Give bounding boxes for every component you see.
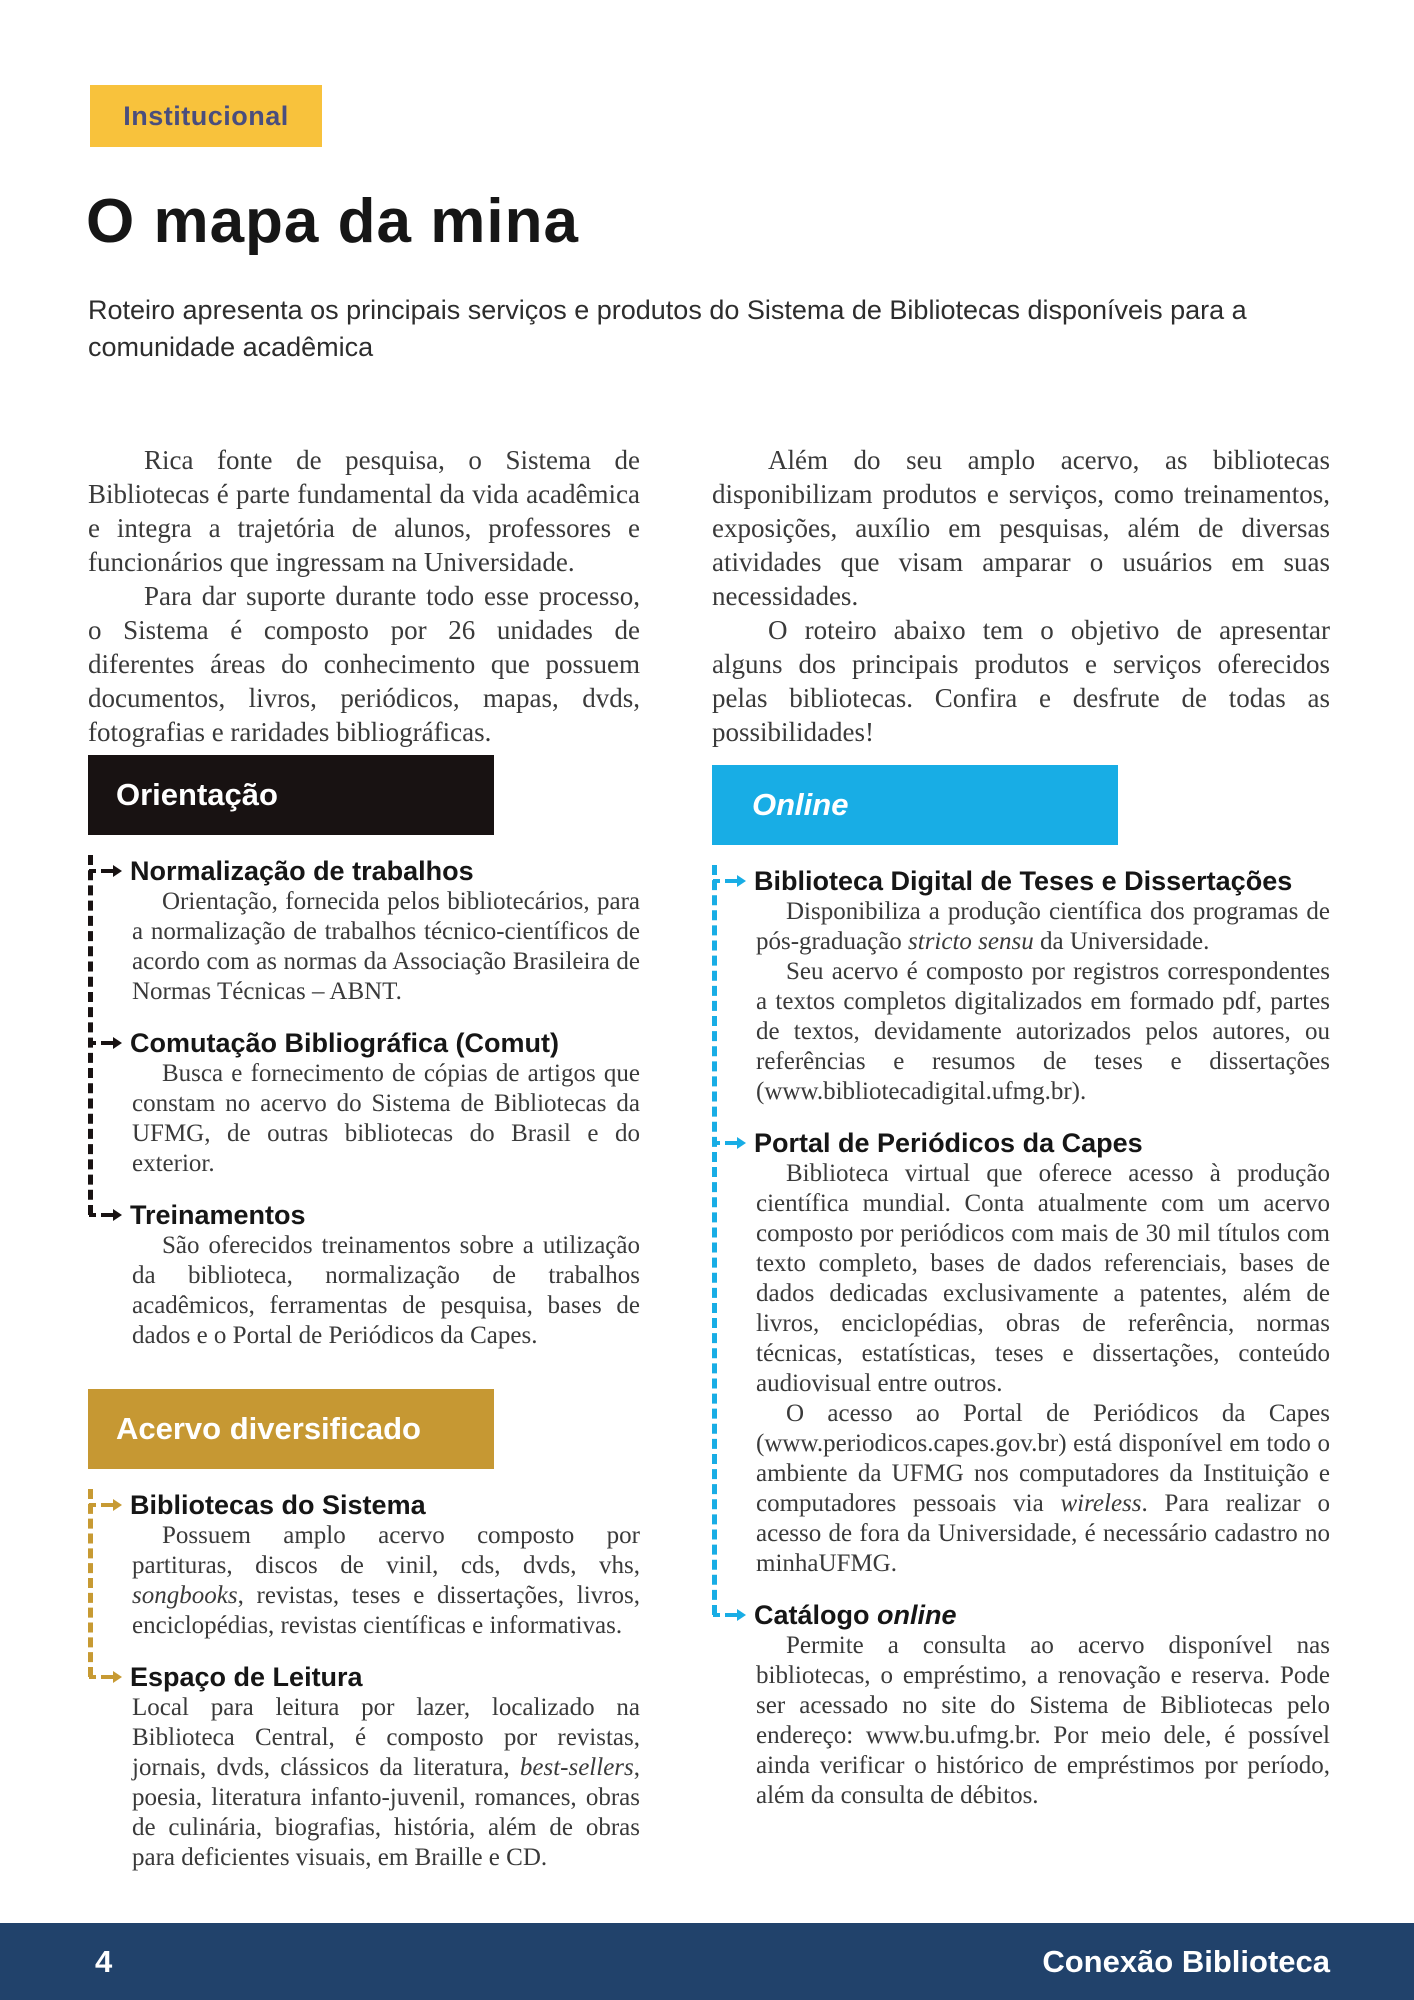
arrow-icon (88, 1207, 122, 1223)
service-description: Busca e fornecimento de cópias de artigos que constam no acervo do Sistema de Bibliotecas da UFMG, de outras bibliotecas do Brasil e do exterior. (132, 1060, 640, 1177)
service-description: Permite a consulta ao acervo disponível nas bibliotecas, o empréstimo, a renovação e reserva. Pode ser acessado no site do Sistema de Bibliotecas pelo endereço: www.bu.ufmg.br. Por meio dele, é possível ainda verificar o histórico de empréstimos por período, além da consulta de débitos. (756, 1632, 1330, 1809)
section-header-acervo: Acervo diversificado (88, 1389, 494, 1469)
service-title: Espaço de Leitura (130, 1662, 363, 1692)
service-title: Bibliotecas do Sistema (130, 1490, 426, 1520)
intro-paragraph: O roteiro abaixo tem o objetivo de apresentar alguns dos principais produtos e serviços oferecidos pelas bibliotecas. Confira e desfrute de todas as possibilidades! (712, 615, 1330, 747)
section-acervo-diversificado (88, 1389, 640, 1873)
section-header-online: Online (712, 765, 1118, 845)
service-description: Orientação, fornecida pelos bibliotecários, para a normalização de trabalhos técnico-científicos de acordo com as normas da Associação Brasileira de Normas Técnicas – ABNT. (132, 888, 640, 1005)
page-number: 4 (95, 1943, 113, 1979)
section-orientacao (88, 755, 640, 1351)
service-item (756, 1127, 1330, 1579)
dashed-line (88, 855, 93, 1215)
service-description: Local para leitura por lazer, localizado na Biblioteca Central, é composto por revistas, jornais, dvds, clássicos da literatura, best-sellers, poesia, literatura infanto-juvenil, romances, obras de culinária, biografias, história, além de obras para deficientes visuais, em Braille e CD. (132, 1694, 640, 1871)
right-column (712, 443, 1330, 1873)
section-items (88, 1489, 640, 1873)
arrow-icon (88, 1497, 122, 1513)
service-item (132, 1199, 640, 1351)
arrow-icon (712, 1607, 746, 1623)
service-item (756, 865, 1330, 1107)
section-items (88, 855, 640, 1351)
arrow-icon (88, 863, 122, 879)
service-item (132, 1489, 640, 1641)
service-description: Possuem amplo acervo composto por partituras, discos de vinil, cds, dvds, vhs, songbooks, revistas, teses e dissertações, livros, enciclopédias, revistas científicas e informativas. (132, 1522, 640, 1639)
service-item (132, 1661, 640, 1873)
arrow-icon (88, 1035, 122, 1051)
dashed-line (88, 1489, 93, 1677)
service-title: Normalização de trabalhos (130, 856, 474, 886)
arrow-icon (712, 873, 746, 889)
arrow-icon (712, 1135, 746, 1151)
intro-paragraph: Rica fonte de pesquisa, o Sistema de Bibliotecas é parte fundamental da vida acadêmica e integra a trajetória de alunos, professores e funcionários que ingressam na Universidade. (88, 445, 640, 577)
page-subtitle: Roteiro apresenta os principais serviços e produtos do Sistema de Bibliotecas disponíveis para a comunidade acadêmica (88, 295, 1247, 362)
service-title: Biblioteca Digital de Teses e Dissertações (754, 866, 1293, 896)
service-title: Catálogo online (754, 1600, 957, 1630)
publication-title: Conexão Biblioteca (1042, 1943, 1330, 1979)
arrow-icon (88, 1669, 122, 1685)
service-title: Treinamentos (130, 1200, 306, 1230)
service-item (756, 1599, 1330, 1811)
service-description: São oferecidos treinamentos sobre a utilização da biblioteca, normalização de trabalhos acadêmicos, ferramentas de pesquisa, bases de dados e o Portal de Periódicos da Capes. (132, 1232, 640, 1349)
intro-paragraph: Além do seu amplo acervo, as bibliotecas disponibilizam produtos e serviços, como treinamentos, exposições, auxílio em pesquisas, além de diversas atividades que visam amparar o usuários em suas necessidades. (712, 445, 1330, 611)
service-title: Portal de Periódicos da Capes (754, 1128, 1143, 1158)
service-item (132, 1027, 640, 1179)
page-title: O mapa da mina (86, 187, 579, 256)
left-column (88, 443, 640, 1873)
page-footer (0, 1923, 1414, 2000)
section-items (712, 865, 1330, 1811)
service-description: Seu acervo é composto por registros correspondentes a textos completos digitalizados em formado pdf, partes de textos, devidamente autorizados pelos autores, ou referências e resumos de teses e dissertações (www.bibliotecadigital.ufmg.br). (756, 958, 1330, 1105)
service-description: Biblioteca virtual que oferece acesso à produção científica mundial. Conta atualmente com um acervo composto por periódicos com mais de 30 mil títulos com texto completo, bases de dados referenciais, bases de dados dedicadas exclusivamente a patentes, além de livros, enciclopédias, obras de referência, normas técnicas, estatísticas, teses e dissertações, conteúdo audiovisual entre outros. (756, 1160, 1330, 1397)
dashed-line (712, 865, 717, 1615)
section-header-orientacao: Orientação (88, 755, 494, 835)
category-badge: Institucional (90, 85, 322, 147)
section-online (712, 765, 1330, 1811)
service-item (132, 855, 640, 1007)
two-column-layout (88, 443, 1330, 1873)
service-title: Comutação Bibliográfica (Comut) (130, 1028, 560, 1058)
intro-paragraph: Para dar suporte durante todo esse processo, o Sistema é composto por 26 unidades de diferentes áreas do conhecimento que possuem documentos, livros, periódicos, mapas, dvds, fotografias e raridades bibliográficas. (88, 581, 640, 747)
service-description: O acesso ao Portal de Periódicos da Capes (www.periodicos.capes.gov.br) está disponível em todo o ambiente da UFMG nos computadores da Instituição e computadores pessoais via wireless. Para realizar o acesso de fora da Universidade, é necessário cadastro no minhaUFMG. (756, 1400, 1330, 1577)
service-description: Disponibiliza a produção científica dos programas de pós-graduação stricto sensu da Universidade. (756, 898, 1330, 955)
